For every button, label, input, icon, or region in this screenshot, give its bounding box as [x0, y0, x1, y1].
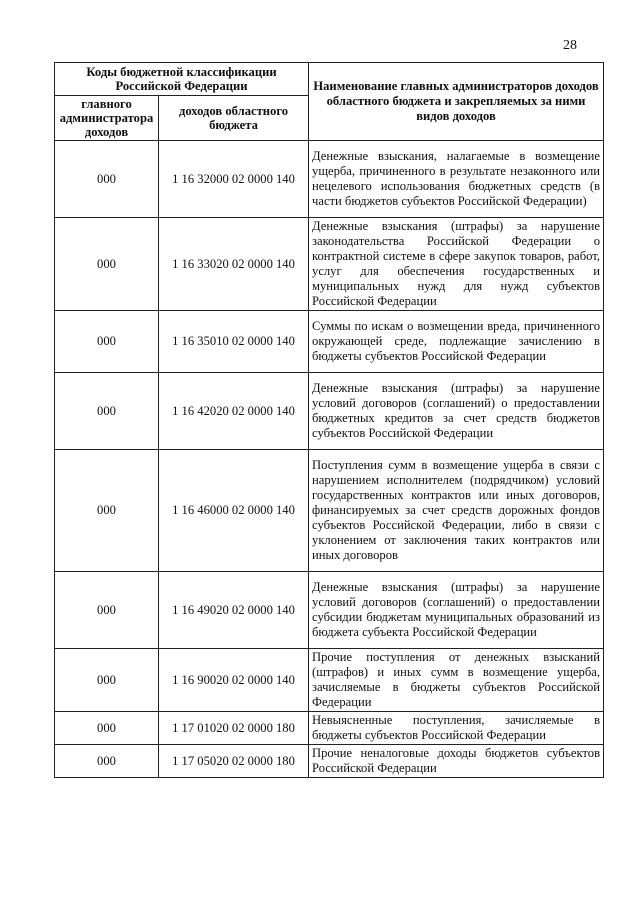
admin-code-cell: 000 — [55, 311, 159, 373]
revenue-description-cell: Прочие поступления от денежных взысканий (штрафов) и иных сумм в возмещение ущерба, зачисляемые в бюджеты субъектов Российской Федерации — [309, 649, 604, 712]
header-main-administrator: главного администратора доходов — [55, 96, 159, 141]
revenue-description-cell: Суммы по искам о возмещении вреда, причиненного окружающей среде, подлежащие зачислению в бюджеты субъектов Российской Федерации — [309, 311, 604, 373]
revenue-description-cell: Невыясненные поступления, зачисляемые в бюджеты субъектов Российской Федерации — [309, 712, 604, 745]
budget-classification-table — [54, 62, 604, 778]
revenue-code-cell: 1 16 33020 02 0000 140 — [159, 218, 309, 311]
revenue-code-cell: 1 16 46000 02 0000 140 — [159, 450, 309, 572]
revenue-code-cell: 1 16 90020 02 0000 140 — [159, 649, 309, 712]
table-row — [55, 311, 604, 373]
revenue-code-cell: 1 17 01020 02 0000 180 — [159, 712, 309, 745]
admin-code-cell: 000 — [55, 712, 159, 745]
header-administrator-names: Наименование главных администраторов доходов областного бюджета и закрепляемых за ними видов доходов — [309, 63, 604, 141]
revenue-code-cell: 1 16 49020 02 0000 140 — [159, 572, 309, 649]
table-row — [55, 141, 604, 218]
table-row — [55, 572, 604, 649]
admin-code-cell: 000 — [55, 745, 159, 778]
revenue-description-cell: Денежные взыскания (штрафы) за нарушение законодательства Российской Федерации о контрактной системе в сфере закупок товаров, работ, услуг для обеспечения государственных и муниципальных нужд для нужд субъектов Российской Федерации — [309, 218, 604, 311]
table-row — [55, 712, 604, 745]
admin-code-cell: 000 — [55, 649, 159, 712]
revenue-description-cell: Денежные взыскания, налагаемые в возмещение ущерба, причиненного в результате незаконного или нецелевого использования бюджетных средств (в части бюджетов субъектов Российской Федерации) — [309, 141, 604, 218]
revenue-description-cell: Денежные взыскания (штрафы) за нарушение условий договоров (соглашений) о предоставлении субсидии бюджетам муниципальных образований из бюджета субъекта Российской Федерации — [309, 572, 604, 649]
admin-code-cell: 000 — [55, 572, 159, 649]
revenue-description-cell: Прочие неналоговые доходы бюджетов субъектов Российской Федерации — [309, 745, 604, 778]
admin-code-cell: 000 — [55, 218, 159, 311]
table-row — [55, 450, 604, 572]
table-row — [55, 649, 604, 712]
admin-code-cell: 000 — [55, 450, 159, 572]
revenue-description-cell: Денежные взыскания (штрафы) за нарушение условий договоров (соглашений) о предоставлении бюджетных кредитов за счет средств бюджетов субъектов Российской Федерации — [309, 373, 604, 450]
revenue-code-cell: 1 17 05020 02 0000 180 — [159, 745, 309, 778]
header-regional-budget-revenues: доходов областного бюджета — [159, 96, 309, 141]
revenue-code-cell: 1 16 35010 02 0000 140 — [159, 311, 309, 373]
table-row — [55, 373, 604, 450]
revenue-code-cell: 1 16 32000 02 0000 140 — [159, 141, 309, 218]
revenue-description-cell: Поступления сумм в возмещение ущерба в связи с нарушением исполнителем (подрядчиком) условий государственных контрактов или иных договоров, финансируемых за счет средств дорожных фондов субъектов Российской Федерации, либо в связи с уклонением от заключения таких контрактов или иных договоров — [309, 450, 604, 572]
header-classification-codes: Коды бюджетной классификации Российской Федерации — [55, 63, 309, 96]
revenue-code-cell: 1 16 42020 02 0000 140 — [159, 373, 309, 450]
admin-code-cell: 000 — [55, 141, 159, 218]
admin-code-cell: 000 — [55, 373, 159, 450]
table-row — [55, 745, 604, 778]
page-number: 28 — [563, 38, 577, 53]
table-row — [55, 218, 604, 311]
